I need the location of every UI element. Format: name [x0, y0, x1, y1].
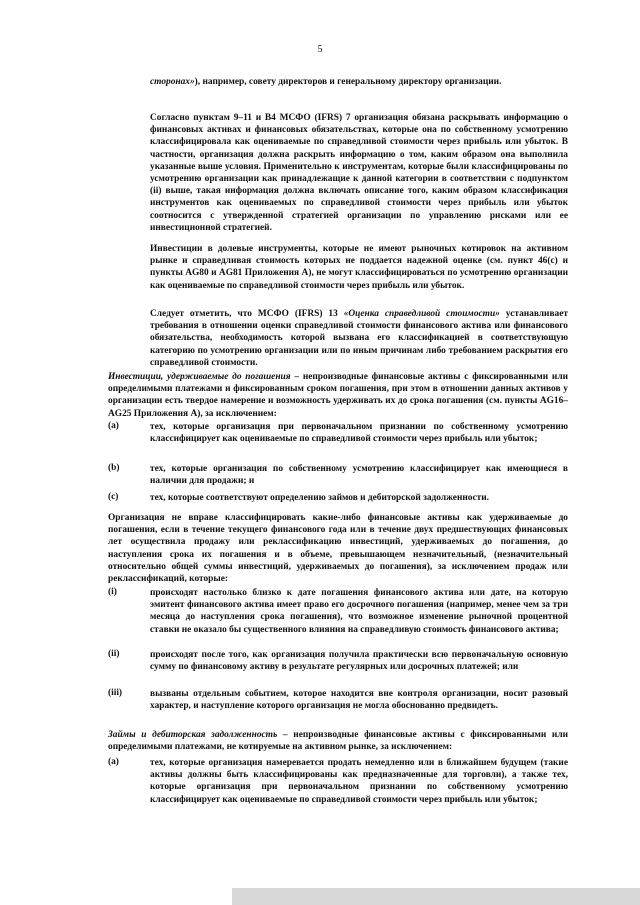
italic-term: сторонах»	[150, 77, 195, 87]
list-label: (b)	[108, 463, 120, 473]
list-label: (iii)	[108, 688, 123, 698]
page-number: 5	[317, 44, 323, 55]
list-label: (c)	[108, 492, 119, 502]
paragraph-ifrs13-note	[150, 308, 568, 369]
paragraph-equity-investments: Инвестиции в долевые инструменты, которые не имеют рыночных котировок на активном рынке и справедливая стоимость которых не поддается надежной оценке (см. пункт 46(c) и пункты AG80 и AG81 Приложения А), не могут классифицироваться по усмотрению организации как оцениваемые по справедливой стоимости через прибыль или убыток.	[150, 244, 568, 291]
paragraph-ifrs7-disclosure: Согласно пунктам 9–11 и B4 МСФО (IFRS) 7 организация обязана раскрывать информацию о финансовых активах и финансовых обязательствах, которые она по собственному усмотрению классифицировала как оцениваемые по справедливой стоимости через прибыль или убыток. В частности, организация должна раскрыть информацию о том, каким образом она выполнила указанные выше условия. Применительно к инструментам, которые были классифицированы по усмотрению организации как принадлежащие к данной категории в соответствии с подпунктом (ii) выше, такая информация должна включать описание того, каким образом классификация инструментов как оцениваемых по справедливой стоимости через прибыль или убыток соотносится с утвержденной стратегией организации по управлению рисками или ее инвестиционной стратегией.	[150, 113, 568, 233]
list-item: происходят настолько близко к дате погашения финансового актива или дате, на которую эмитент финансового актива имеет право его досрочного погашения (например, менее чем за три месяца до наступления срока погашения), что возможное изменение рыночной процентной ставки не оказало бы существенного влияния на справедливую стоимость финансового актива;	[150, 588, 568, 635]
list-item: тех, которые соответствуют определению займов и дебиторской задолженности.	[150, 493, 489, 503]
paragraph-text: – непроизводные финансовые активы с фиксированными или определимыми платежами, не котируемые на активном рынке, за исключением:	[108, 730, 568, 753]
list-item: тех, которые организация по собственному усмотрению классифицирует как имеющиеся в наличии для продажи; и	[150, 464, 568, 487]
list-item: вызваны отдельным событием, которое находится вне контроля организации, носит разовый характер, и наступление которого организация не могла обоснованно предвидеть.	[150, 689, 568, 712]
list-item: тех, которые организация при первоначальном признании по собственному усмотрению классифицирует как оцениваемые по справедливой стоимости через прибыль или убыток;	[150, 422, 568, 445]
paragraph-continuation	[150, 76, 568, 88]
paragraph-text: – непроизводные финансовые активы с фиксированными или определимыми платежами и фиксированным сроком погашения, при этом в отношении данных активов у организации есть твердое намерение и возможность удерживать их до срока погашения (см. пункты AG16–AG25 Приложения А), за исключением:	[108, 372, 568, 419]
italic-term: Инвестиции, удерживаемые до погашения	[108, 372, 291, 382]
paragraph-tainting-rule: Организация не вправе классифицировать какие-либо финансовые активы как удерживаемые до погашения, если в течение текущего финансового года или в течение двух предшествующих финансовых лет осуществила продажу или реклассификацию инвестиций, удерживаемых до погашения, до наступления срока их погашения и в объеме, превышающем незначительный, (незначительный относительно общей суммы инвестиций, удерживаемых до погашения), за исключением продаж или реклассификаций, которые:	[108, 513, 568, 585]
italic-term: «Оценка справедливой стоимости»	[343, 309, 500, 319]
list-label: (i)	[108, 587, 117, 597]
list-label: (ii)	[108, 649, 120, 659]
paragraph-text: ), например, совету директоров и генеральному директору организации.	[194, 77, 502, 87]
paragraph-held-to-maturity-definition	[108, 371, 568, 420]
list-item: происходят после того, как организация получила практически всю первоначальную основную сумму по финансовому активу в результате регулярных или досрочных платежей; или	[150, 650, 568, 673]
paragraph-loans-receivables-definition	[108, 729, 568, 753]
paragraph-text: Следует отметить, что МСФО (IFRS) 13	[150, 309, 344, 319]
list-label: (a)	[108, 421, 119, 431]
italic-term: Займы и дебиторская задолженность	[108, 730, 278, 740]
paragraph-text: устанавливает требования в отношении оценки справедливой стоимости финансового актива или финансового обязательства, необходимость которой вызвана его классификацией в соответствующую категорию по усмотрению организации или по иным причинам либо требованием раскрытия его справедливой стоимости.	[150, 309, 568, 368]
list-label: (a)	[108, 757, 119, 767]
scan-edge-shadow	[232, 888, 640, 905]
list-item: тех, которые организация намеревается продать немедленно или в ближайшем будущем (такие активы должны быть классифицированы как предназначенные для торговли), а также тех, которые организация при первоначальном признании по собственному усмотрению классифицирует как оцениваемые по справедливой стоимости через прибыль или убыток;	[150, 758, 568, 805]
